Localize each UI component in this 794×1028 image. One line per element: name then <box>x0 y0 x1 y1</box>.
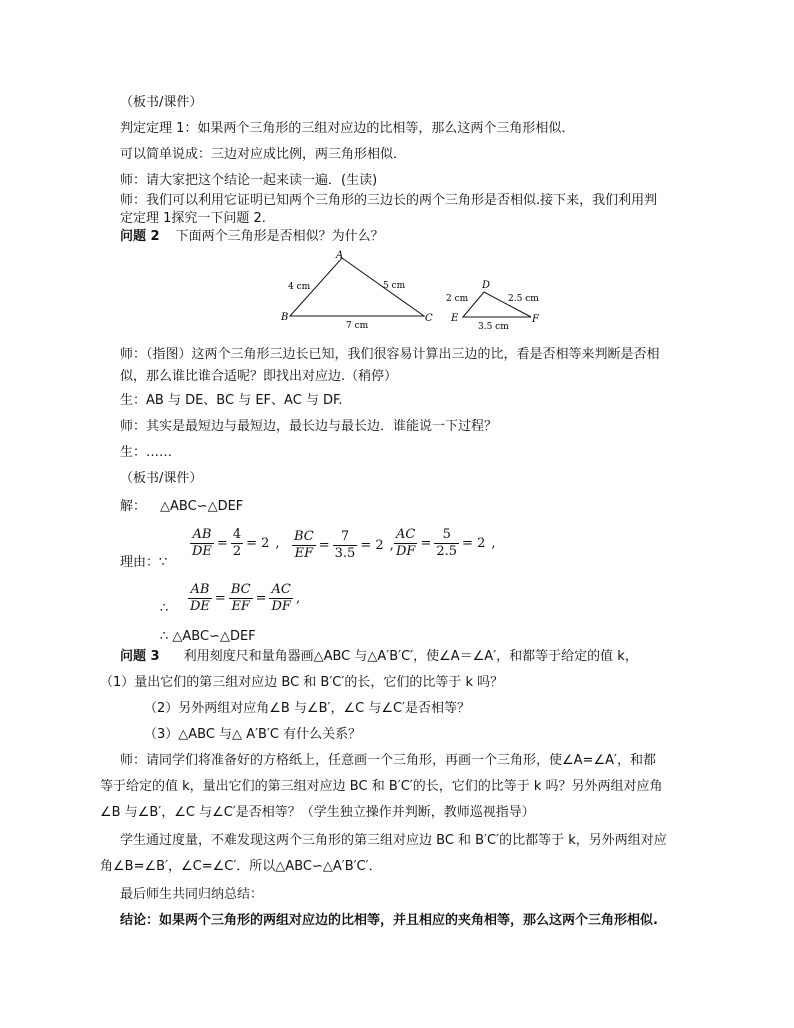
conclusion-similar: ∴ △ABC∽△DEF <box>160 629 256 644</box>
vertex-b: B <box>281 312 289 323</box>
fraction: $\frac{BC}{EF}$ <box>294 529 314 561</box>
sub-question: （2）另外两组对应角∠B 与∠B′，∠C 与∠C′是否相等？ <box>144 701 471 716</box>
question-label: 问题 2 <box>120 229 160 244</box>
text-line: 生：…… <box>120 445 173 460</box>
label-ef: 3.5 cm <box>478 322 509 332</box>
fraction: $\frac{4}{2}$ <box>232 527 242 559</box>
text-line: 学生通过度量，不难发现这两个三角形的第三组对应边 BC 和 B′C′的比都等于 k，另外两组对应 <box>120 833 667 848</box>
therefore-symbol: ∴ <box>160 601 169 616</box>
solution-result: △ABC∽△DEF <box>160 499 244 514</box>
sub-question: （1）量出它们的第三组对应边 BC 和 B′C′的长，它们的比等于 k 吗？ <box>100 675 504 690</box>
question-label: 问题 3 <box>120 649 160 664</box>
text-line: 定定理 1探究一下问题 2. <box>120 211 266 226</box>
label-ac: 5 cm <box>383 281 406 291</box>
vertex-d: D <box>482 280 491 291</box>
text-line: 师：请同学们将准备好的方格纸上，任意画一个三角形，再画一个三角形，使∠A=∠A′，和都 <box>120 753 656 768</box>
text-line: 师：请大家把这个结论一起来读一遍．(生读) <box>120 173 378 188</box>
text-line: 等于给定的值 k，量出它们的第三组对应边 BC 和 B′C′的长，它们的比等于 k 吗？另外两组对应角 <box>100 779 663 794</box>
label-de: 2 cm <box>446 294 469 304</box>
text-line: 师：其实是最短边与最短边，最长边与最长边．谁能说一下过程？ <box>120 419 498 434</box>
text-line: ∠B 与∠B′，∠C 与∠C′是否相等？（学生独立操作并判断，教师巡视指导） <box>100 805 535 820</box>
vertex-e: E <box>451 313 459 324</box>
question-2 <box>120 228 384 246</box>
triangles-figure <box>278 248 548 333</box>
vertex-a: A <box>336 250 344 261</box>
sub-question: （3）△ABC 与△ A′B′C 有什么关系？ <box>144 727 362 742</box>
vertex-c: C <box>425 313 433 324</box>
label-ab: 4 cm <box>288 282 311 292</box>
vertex-f: F <box>532 314 539 325</box>
equation-ab-de: $\frac{AB}{DE}$ = $\frac{4}{2}$ = 2 , <box>192 527 280 559</box>
reason-label: 理由：∵ <box>120 555 168 570</box>
text-line: 师：（指图）这两个三角形三边长已知，我们很容易计算出三边的比，看是否相等来判断是否相 <box>120 347 660 362</box>
fraction: $\frac{AB}{DE}$ <box>192 527 212 559</box>
text-line: 师：我们可以利用它证明已知两个三角形的三边长的两个三角形是否相似.接下来，我们利用判 <box>120 193 658 208</box>
fraction: $\frac{AC}{DF}$ <box>271 582 291 614</box>
fraction: $\frac{AB}{DE}$ <box>190 582 210 614</box>
fraction: $\frac{BC}{EF}$ <box>230 582 251 614</box>
final-conclusion: 结论：如果两个三角形的两组对应边的比相等，并且相应的夹角相等，那么这两个三角形相似. <box>120 913 658 928</box>
text-line: 可以简单说成：三边对应成比例，两三角形相似． <box>120 147 407 162</box>
fraction: $\frac{5}{2.5}$ <box>436 527 458 559</box>
theorem-1: 判定定理 1：如果两个三角形的三组对应边的比相等，那么这两个三角形相似． <box>120 121 575 136</box>
equation-bc-ef: $\frac{BC}{EF}$ = $\frac{7}{3.5}$ = 2 , <box>294 529 394 561</box>
solution-line <box>120 498 243 516</box>
text-line: （板书/课件） <box>120 95 203 110</box>
fraction: $\frac{AC}{DF}$ <box>396 527 416 559</box>
solution-label: 解： <box>120 499 147 514</box>
text-line: （板书/课件） <box>120 471 203 486</box>
equation-ac-df: $\frac{AC}{DF}$ = $\frac{5}{2.5}$ = 2 , <box>396 527 496 559</box>
question-text: 下面两个三角形是否相似？为什么？ <box>175 229 384 244</box>
label-df: 2.5 cm <box>508 294 539 304</box>
question-3 <box>120 648 638 666</box>
text-line: 生：AB 与 DE、BC 与 EF、AC 与 DF. <box>120 393 343 408</box>
text-line: 似，那么谁比谁合适呢？即找出对应边.（稍停） <box>120 369 398 384</box>
label-bc: 7 cm <box>346 321 369 331</box>
equation-ratio-chain: $\frac{AB}{DE}$ = $\frac{BC}{EF}$ = $\frac{AC}{DF}$ , <box>190 582 301 614</box>
text-line: 角∠B=∠B′，∠C=∠C′．所以△ABC∽△A′B′C′． <box>100 859 382 874</box>
fraction: $\frac{7}{3.5}$ <box>334 529 356 561</box>
question-text: 利用刻度尺和量角器画△ABC 与△A′B′C′，使∠A＝∠A′，和都等于给定的值 k， <box>183 649 638 664</box>
text-line: 最后师生共同归纳总结： <box>120 887 264 902</box>
